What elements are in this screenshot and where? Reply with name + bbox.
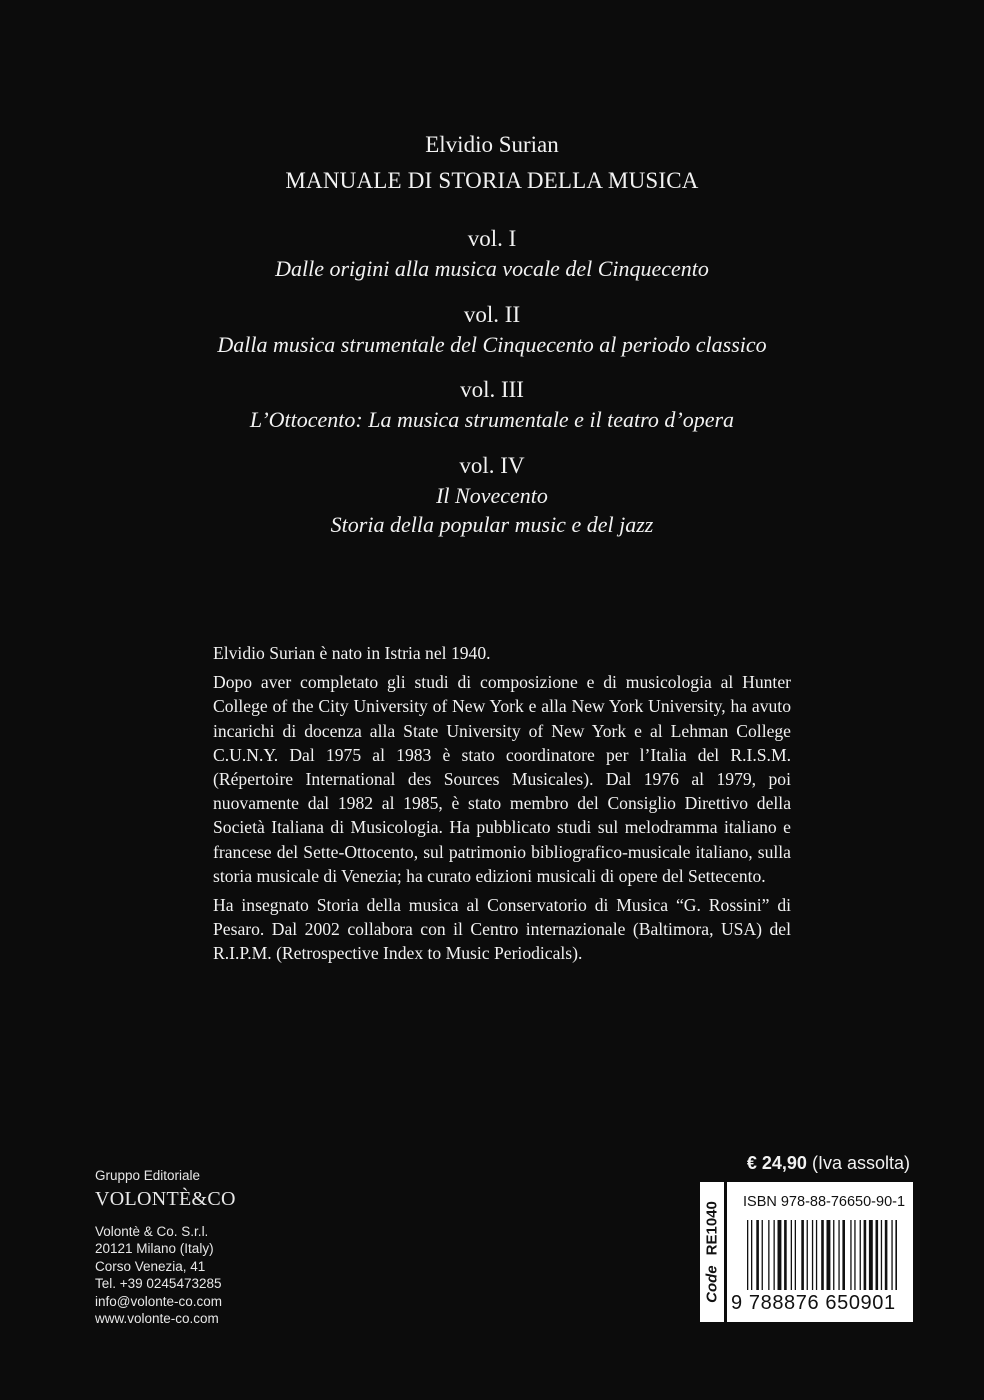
barcode-bar	[807, 1220, 808, 1290]
publisher-website: www.volonte-co.com	[95, 1311, 219, 1326]
price-label	[747, 1153, 910, 1174]
barcode-bar	[850, 1220, 851, 1290]
barcode-bar	[791, 1220, 792, 1290]
barcode-bar	[821, 1220, 824, 1290]
barcode-bar	[751, 1220, 752, 1290]
barcode-panel	[724, 1182, 913, 1322]
bio-paragraph: Elvidio Surian è nato in Istria nel 1940.	[213, 643, 491, 663]
book-title: MANUALE DI STORIA DELLA MUSICA	[285, 168, 699, 193]
barcode-bar	[768, 1220, 769, 1290]
barcode-bars-icon	[747, 1220, 897, 1290]
barcode-bar	[881, 1220, 882, 1290]
barcode-bar	[854, 1220, 855, 1290]
code-value: RE1040	[703, 1201, 721, 1256]
publisher-city: 20121 Milano (Italy)	[95, 1241, 214, 1256]
volume-4-subtitle: Il Novecento	[436, 483, 548, 508]
barcode-bar	[895, 1220, 897, 1290]
volume-4-subtitle-2: Storia della popular music e del jazz	[330, 512, 654, 537]
barcode-bar	[864, 1220, 867, 1290]
volume-1-label: vol. I	[467, 226, 517, 251]
barcode-bar	[860, 1220, 861, 1290]
barcode-bar	[816, 1220, 817, 1290]
barcode-bar	[812, 1220, 813, 1290]
barcode-bar	[778, 1220, 782, 1290]
barcode-bar	[774, 1220, 775, 1290]
bio-paragraph: Dopo aver completato gli studi di composizione e di musicologia al Hunter College of the City University of New York e alla New York University, ha avuto incarichi di docenza alla State University of New York e al Lehman College C.U.N.Y. Dal 1975 al 1983 è stato coordinatore per l’Italia del R.I.S.M. (Répertoire International des Sources Musicales). Dal 1976 al 1979, poi nuovamente dal 1982 al 1985, è stato membro del Consiglio Direttivo della Società Italiana di Musicologia. Ha pubblicato studi sul melodramma italiano e francese del Sette-Ottocento, sul patrimonio bibliografico-musicale italiano, sulla storia musicale di Venezia; ha curato edizioni musicali di opere del Settecento.	[213, 672, 791, 886]
product-code-strip	[700, 1182, 724, 1322]
barcode-bar	[869, 1220, 873, 1290]
barcode-block	[700, 1182, 910, 1322]
barcode-digits: 9 788876 650901	[731, 1292, 896, 1314]
barcode-bar	[838, 1220, 839, 1290]
barcode-bar	[762, 1220, 763, 1290]
barcode-bar	[756, 1220, 759, 1290]
publisher-info	[95, 1167, 236, 1328]
isbn-text: ISBN 978-88-76650-90-1	[743, 1194, 906, 1210]
barcode-bar	[885, 1220, 888, 1290]
price-note: (Iva assolta)	[811, 1153, 910, 1173]
barcode-bar	[747, 1220, 748, 1290]
volume-2-label: vol. II	[463, 302, 521, 327]
publisher-email: info@volonte-co.com	[95, 1293, 223, 1309]
barcode-bar	[795, 1220, 796, 1290]
barcode-bar	[876, 1220, 879, 1290]
volume-3-label: vol. III	[460, 377, 524, 402]
bio-paragraph: Ha insegnato Storia della musica al Conservatorio di Musica “G. Rossini” di Pesaro. Dal 2002 collabora con il Centro internazionale (Baltimora, USA) del R.I.P.M. (Retrospective Index to Music Periodicals).	[213, 895, 791, 964]
publisher-company: Volontè & Co. S.r.l.	[95, 1223, 209, 1239]
barcode-bar	[833, 1220, 834, 1290]
volume-2-subtitle: Dalla musica strumentale del Cinquecento al periodo classico	[217, 332, 767, 357]
publisher-group: Gruppo Editoriale	[95, 1168, 201, 1183]
price-amount: € 24,90	[746, 1153, 807, 1173]
barcode-bar	[801, 1220, 804, 1290]
barcode-bar	[827, 1220, 831, 1290]
volume-1-subtitle: Dalle origini alla musica vocale del Cinquecento	[275, 256, 709, 281]
barcode-bar	[891, 1220, 892, 1290]
volume-4-label: vol. IV	[459, 453, 525, 478]
code-label: Code	[703, 1265, 721, 1303]
barcode-bar	[842, 1220, 845, 1290]
author-name: Elvidio Surian	[425, 132, 559, 157]
barcode-bar	[784, 1220, 787, 1290]
publisher-logo: VOLONTÈ&CO	[95, 1187, 236, 1210]
author-biography	[213, 641, 791, 971]
publisher-phone: Tel. +39 0245473285	[95, 1276, 222, 1291]
publisher-street: Corso Venezia, 41	[95, 1258, 206, 1274]
volume-3-subtitle: L’Ottocento: La musica strumentale e il teatro d’opera	[249, 407, 735, 432]
